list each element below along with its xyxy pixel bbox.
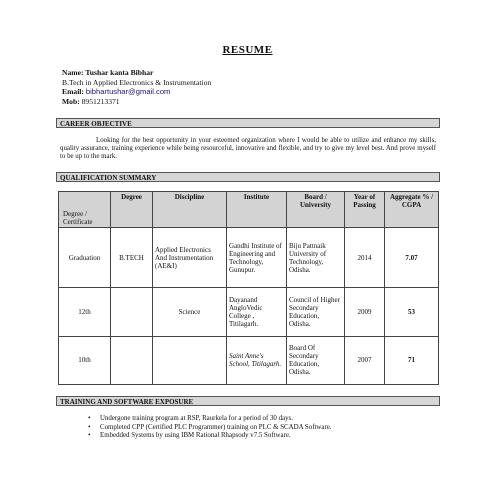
name-value: Tushar kanta Bibhar	[85, 68, 154, 77]
list-item-text: Completed CPP (Certified PLC Programmer) training on PLC & SCADA Software.	[100, 423, 332, 431]
table-row	[59, 228, 439, 288]
name-row	[62, 68, 211, 78]
cell-board: Board Of Secondary Education, Odisha.	[287, 336, 345, 384]
cell-institute: Gandhi Institute of Engineering and Technology, Gunupur.	[227, 228, 287, 288]
cell-discipline: Applied Electronics And Instrumentation (AE&I)	[153, 228, 227, 288]
table-header-row	[59, 192, 439, 228]
table-row	[59, 336, 439, 384]
header-year: Year of Passing	[345, 192, 385, 228]
career-objective-text: Looking for the best opportunity in your esteemed organization where I would be able to utilize and enhance my skills, quality assurance, training experience while being resourceful, innovative and flexible, and try to give my level best. And prove myself to be up to the mark.	[60, 137, 436, 161]
header-aggregate: Aggregate % / CGPA	[385, 192, 439, 228]
cell-board: Council of Higher Secondary Education, Odisha.	[287, 288, 345, 336]
mob-value: 8951213371	[81, 96, 120, 106]
list-item	[88, 432, 332, 441]
email-row	[62, 87, 211, 97]
cell-aggregate: 71	[385, 336, 439, 384]
header-institute: Institute	[227, 192, 287, 228]
header-degree: Degree	[111, 192, 153, 228]
cell-year: 2014	[345, 228, 385, 288]
bullet-icon: •	[88, 415, 91, 422]
cell-board: Biju Pattnaik University of Technology, Odisha.	[287, 228, 345, 288]
bullet-icon: •	[88, 432, 91, 440]
cell-degree: B.TECH	[111, 228, 153, 288]
training-list	[88, 415, 332, 441]
name-label: Name:	[62, 68, 84, 77]
qualification-table	[58, 191, 439, 385]
cell-discipline	[153, 336, 227, 384]
email-label: Email:	[62, 87, 84, 97]
cell-degree	[111, 288, 153, 336]
career-objective-heading: CAREER OBJECTIVE	[56, 118, 440, 128]
cell-cert: Graduation	[59, 228, 111, 288]
list-item-text: Embedded Systems by using IBM Rational Rhapsody v7.5 Software.	[100, 432, 291, 440]
cell-aggregate: 7.07	[385, 228, 439, 288]
table-row	[59, 288, 439, 336]
mob-row	[62, 97, 211, 107]
training-heading: TRAINING AND SOFTWARE EXPOSURE	[56, 396, 440, 406]
cell-year: 2007	[345, 336, 385, 384]
cell-degree	[111, 336, 153, 384]
email-link[interactable]: bibhartushar@gmail.com	[85, 87, 171, 97]
qualification-summary-heading: QUALIFICATION SUMMARY	[56, 172, 440, 182]
cell-cert: 10th	[59, 336, 111, 384]
header-discipline: Discipline	[153, 192, 227, 228]
list-item	[88, 415, 332, 424]
header-degree-certificate: Degree / Certificate	[59, 192, 111, 228]
contact-block	[62, 68, 211, 106]
mob-label: Mob:	[62, 96, 80, 106]
cell-year: 2009	[345, 288, 385, 336]
bullet-icon: •	[88, 423, 91, 431]
cell-discipline: Science	[153, 288, 227, 336]
cell-cert: 12th	[59, 288, 111, 336]
list-item	[88, 424, 332, 433]
degree-line: B.Tech in Applied Electronics & Instrumentation	[62, 77, 212, 87]
cell-institute: Dayanand AngloVedic College , Titilagarh.	[227, 288, 287, 336]
cell-institute: Saint Anne's School, Titilagarh.	[227, 336, 287, 384]
page-title: RESUME	[222, 44, 273, 56]
list-item-text: Undergone training program at RSP, Raurkela for a period of 30 days.	[100, 415, 293, 422]
cell-aggregate: 53	[385, 288, 439, 336]
header-board: Board / University	[287, 192, 345, 228]
